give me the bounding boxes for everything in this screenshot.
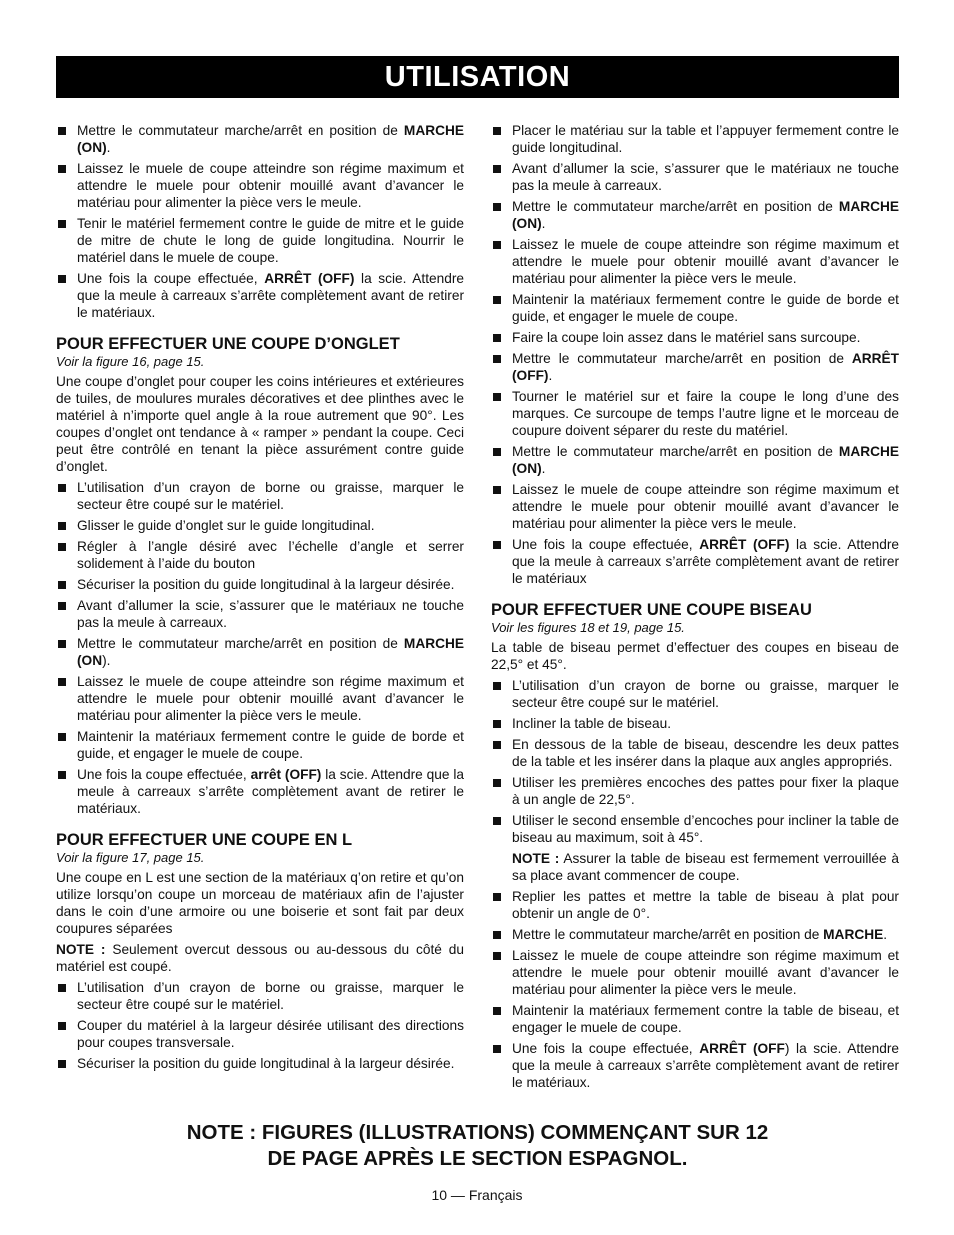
bottom-note-line: DE PAGE APRÈS LE SECTION ESPAGNOL. <box>267 1147 688 1170</box>
bullet-item <box>491 812 899 846</box>
note-text: Assurer la table de biseau est fermement verrouillée à sa place avant commencer de coupe. <box>512 851 900 883</box>
bullet-item <box>491 443 899 477</box>
bullet-item <box>56 576 464 593</box>
bullet-text: Une fois la coupe effectuée, <box>512 1041 700 1056</box>
bullet-text: Laissez le muele de coupe atteindre son régime maximum et attendre le muele pour obtenir mouillé avant d’avancer le matériau pour alimenter la pièce vers le meule. <box>77 674 464 723</box>
bullet-item <box>56 479 464 513</box>
bullet-text: L’utilisation d’un crayon de borne ou graisse, marquer le secteur être coupé sur le matériel. <box>512 678 899 710</box>
note-label: NOTE : <box>512 851 560 866</box>
figure-reference: Voir la figure 16, page 15. <box>56 354 205 369</box>
bullet-item <box>491 350 899 384</box>
right-column <box>491 122 899 1095</box>
bullet-item <box>491 198 899 232</box>
note-paragraph <box>56 941 464 975</box>
bullet-text: Couper du matériel à la largeur désirée utilisant des directions pour coupes transversale. <box>77 1018 464 1050</box>
biseau-steps-list-continued <box>491 888 899 1091</box>
bullet-text: ). <box>102 653 111 668</box>
intro-list <box>56 122 464 321</box>
bullet-text: Mettre le commutateur marche/arrêt en position de <box>77 636 404 651</box>
bullet-text: Tenir le matériel fermement contre le guide de mitre et le guide de mitre de chute le long de guide longitudina. Nourrir le matériel dans le muele de coupe. <box>77 216 464 265</box>
section-heading-onglet: POUR EFFECTUER UNE COUPE D’ONGLET <box>56 335 400 353</box>
bullet-text: . <box>883 927 888 942</box>
bullet-item <box>491 926 899 943</box>
bullet-item <box>491 947 899 998</box>
bullet-text: Placer le matériau sur la table et l’appuyer fermement contre le guide longitudinal. <box>512 123 899 155</box>
bullet-text: Glisser le guide d’onglet sur le guide longitudinal. <box>77 518 375 533</box>
section-paragraph: La table de biseau permet d’effectuer des coupes en biseau de 22,5° et 45°. <box>491 640 899 672</box>
section-paragraph: Une coupe d’onglet pour couper les coins intérieures et extérieures de tuiles, de moulures murales décoratives et dee plinthes avec le matériel à n’importe quel angle à la roue autrement que 90°. Les coupes d’onglet ont tendance à « ramper » pendant la coupe. Ceci peut être contrôlé en tenant la pièce assurément contre guide d’onglet. <box>56 374 464 474</box>
bullet-item <box>491 122 899 156</box>
bullet-item <box>56 270 464 321</box>
bullet-item <box>491 1040 899 1091</box>
figure-reference: Voir la figure 17, page 15. <box>56 850 205 865</box>
bullet-text: Régler à l’angle désiré avec l’échelle d’angle et serrer solidement à l’aide du bouton <box>77 539 464 571</box>
bullet-text: Une fois la coupe effectuée, <box>77 767 251 782</box>
bullet-item <box>491 677 899 711</box>
onglet-steps-list <box>56 479 464 817</box>
bullet-item <box>491 481 899 532</box>
bullet-bold-text: ARRÊT (OFF) <box>512 351 899 383</box>
bullet-text: Mettre le commutateur marche/arrêt en position de <box>512 351 852 366</box>
biseau-steps-list <box>491 677 899 846</box>
bottom-note-line: NOTE : FIGURES (ILLUSTRATIONS) COMMENÇANT SUR 12 <box>186 1121 769 1144</box>
section-heading-en-l: POUR EFFECTUER UNE COUPE EN L <box>56 831 353 849</box>
bullet-item <box>56 597 464 631</box>
bullet-item <box>56 635 464 669</box>
bullet-text: Maintenir la matériaux fermement contre la table de biseau, et engager le muele de coupe. <box>512 1003 899 1035</box>
bullet-bold-text: MARCHE (ON <box>77 636 464 668</box>
bullet-text: Laissez le muele de coupe atteindre son régime maximum et attendre le muele pour obtenir mouillé avant d’avancer le matériau pour alimenter la pièce vers le meule. <box>512 948 899 997</box>
page-footer: 10 — Français <box>431 1187 523 1203</box>
bullet-text: Une fois la coupe effectuée, <box>512 537 700 552</box>
bullet-text: Mettre le commutateur marche/arrêt en position de <box>512 444 839 459</box>
bullet-bold-text: MARCHE (ON) <box>77 123 464 155</box>
bullet-text: Utiliser le second ensemble d’encoches pour incliner la table de biseau au maximum, soit à 45°. <box>512 813 899 845</box>
bullet-item <box>491 236 899 287</box>
bullet-item <box>56 122 464 156</box>
bullet-text: Utiliser les premières encoches des pattes pour fixer la plaque à un angle de 22,5°. <box>512 775 899 807</box>
bullet-item <box>56 766 464 817</box>
figure-reference: Voir les figures 18 et 19, page 15. <box>491 620 685 635</box>
bullet-text: Mettre le commutateur marche/arrêt en position de <box>512 199 839 214</box>
page-title: UTILISATION <box>56 56 899 98</box>
bullet-text: . <box>548 368 553 383</box>
bullet-item <box>56 160 464 211</box>
en-l-continued-list <box>491 122 899 587</box>
bullet-text: Laissez le muele de coupe atteindre son régime maximum et attendre le muele pour obtenir mouillé avant d’avancer le matériau pour alimenter la pièce vers le meule. <box>512 237 899 286</box>
bullet-text: Laissez le muele de coupe atteindre son régime maximum et attendre le muele pour obtenir mouillé avant d’avancer le matériau pour alimenter la pièce vers le meule. <box>512 482 899 531</box>
bullet-item <box>56 728 464 762</box>
bullet-item <box>491 329 899 346</box>
bullet-text: la scie. Attendre que la meule à carreaux s’arrête complètement avant de retirer le matériaux. <box>77 767 464 816</box>
bullet-text: Incliner la table de biseau. <box>512 716 672 731</box>
bullet-text: Replier les pattes et mettre la table de biseau à plat pour obtenir un angle de 0°. <box>512 889 899 921</box>
left-column <box>56 122 464 1076</box>
bullet-text: Sécuriser la position du guide longitudinal à la largeur désirée. <box>77 577 455 592</box>
bullet-text: Avant d’allumer la scie, s’assurer que le matériaux ne touche pas la meule à carreaux. <box>77 598 464 630</box>
bullet-text: la scie. Attendre que la meule à carreaux s’arrête complètement avant de retirer le matériaux <box>512 537 899 586</box>
bullet-text: L’utilisation d’un crayon de borne ou graisse, marquer le secteur être coupé sur le matériel. <box>77 980 464 1012</box>
bullet-item <box>491 160 899 194</box>
bullet-text: Sécuriser la position du guide longitudinal à la largeur désirée. <box>77 1056 455 1071</box>
bullet-text: En dessous de la table de biseau, descendre les deux pattes de la table et les insérer dans la plaque aux angles appropriés. <box>512 737 899 769</box>
bullet-item <box>491 536 899 587</box>
bullet-bold-text: MARCHE (ON) <box>512 199 899 231</box>
en-l-steps-list <box>56 979 464 1072</box>
bullet-text: la scie. Attendre que la meule à carreaux s’arrête complètement avant de retirer le matériaux. <box>77 271 464 320</box>
note-paragraph <box>491 850 899 884</box>
bullet-item <box>491 388 899 439</box>
bullet-bold-text: MARCHE (ON) <box>512 444 899 476</box>
bullet-text: Laissez le muele de coupe atteindre son régime maximum et attendre le muele pour obtenir mouillé avant d’avancer le matériau pour alimenter la pièce vers le meule. <box>77 161 464 210</box>
bullet-item <box>56 979 464 1013</box>
bullet-bold-text: ARRÊT (OFF) <box>699 537 790 552</box>
bullet-item <box>491 736 899 770</box>
section-paragraph: Une coupe en L est une section de la matériaux q’on retire et qu’on utilize lorsqu’on coupe un morceau de matériaux afin de l’ajuster dans le coin d’une armoire ou une boiserie et sont fait par deux coupures séparées <box>56 870 464 936</box>
bullet-item <box>56 673 464 724</box>
bullet-bold-text: ARRÊT (OFF) <box>264 271 355 286</box>
bullet-text: . <box>106 140 111 155</box>
bullet-text: Maintenir la matériaux fermement contre le guide de borde et guide, et engager le muele de coupe. <box>512 292 899 324</box>
bullet-item <box>56 1017 464 1051</box>
bullet-item <box>56 215 464 266</box>
bullet-bold-text: ARRÊT (OFF <box>699 1041 785 1056</box>
bullet-item <box>491 291 899 325</box>
bullet-text: Mettre le commutateur marche/arrêt en position de <box>77 123 404 138</box>
bullet-item <box>56 1055 464 1072</box>
bullet-item <box>491 715 899 732</box>
bottom-note <box>56 1120 899 1172</box>
bullet-item <box>491 1002 899 1036</box>
bullet-text: Une fois la coupe effectuée, <box>77 271 265 286</box>
bullet-text: . <box>541 216 546 231</box>
bullet-bold-text: arrêt (OFF) <box>250 767 322 782</box>
bullet-item <box>491 888 899 922</box>
biseau-note-list <box>491 850 899 884</box>
bullet-text: L’utilisation d’un crayon de borne ou graisse, marquer le secteur être coupé sur le matériel. <box>77 480 464 512</box>
bullet-item <box>56 517 464 534</box>
section-heading-biseau: POUR EFFECTUER UNE COUPE BISEAU <box>491 601 812 619</box>
bullet-text: Mettre le commutateur marche/arrêt en position de <box>512 927 824 942</box>
bullet-text: Maintenir la matériaux fermement contre le guide de borde et guide, et engager le muele de coupe. <box>77 729 464 761</box>
bullet-text: Tourner le matériel sur et faire la coupe le long d’une des marques. Ce surcoupe de temps l’autre ligne et le morceau de coupure doivent séparer du reste du matériel. <box>512 389 899 438</box>
note-label: NOTE : <box>56 942 106 957</box>
note-text: Seulement overcut dessous ou au-dessous du côté du matériel est coupé. <box>56 942 464 974</box>
bullet-item <box>56 538 464 572</box>
bullet-text: . <box>541 461 546 476</box>
bullet-bold-text: MARCHE <box>823 927 884 942</box>
bullet-text: Avant d’allumer la scie, s’assurer que le matériaux ne touche pas la meule à carreaux. <box>512 161 899 193</box>
bullet-text: ) la scie. Attendre que la meule à carreaux s’arrête complètement avant de retirer le matériaux. <box>512 1041 900 1090</box>
bullet-text: Faire la coupe loin assez dans le matériel sans surcoupe. <box>512 330 861 345</box>
bullet-item <box>491 774 899 808</box>
